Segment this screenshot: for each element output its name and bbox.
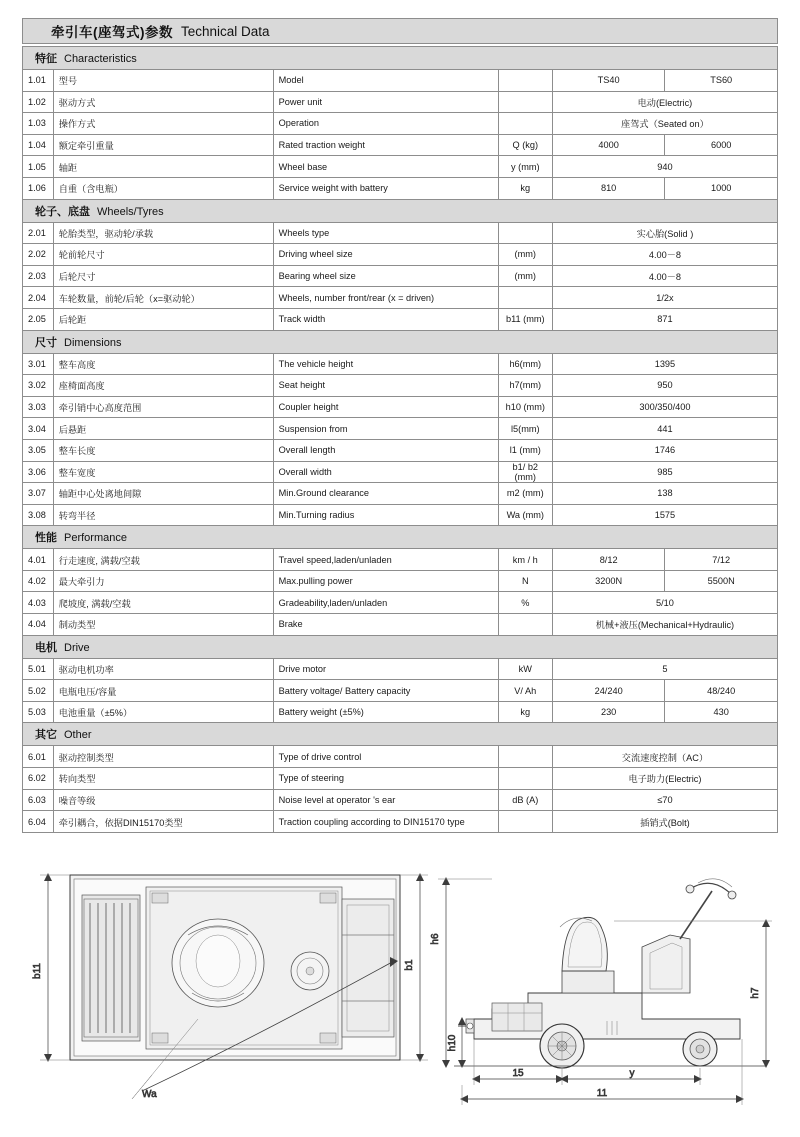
row-value-shared: ≤70 [552, 789, 777, 811]
table-row [23, 811, 778, 833]
row-label-en: Min.Ground clearance [273, 483, 498, 505]
row-unit [498, 746, 552, 768]
row-label-en: Power unit [273, 91, 498, 113]
dimension-label-l1: 11 [596, 1087, 608, 1099]
dimension-label-h10: h10 [447, 1034, 458, 1052]
row-label-en: Brake [273, 614, 498, 636]
row-label-en: Coupler height [273, 396, 498, 418]
row-label-cn: 轮前轮尺寸 [53, 244, 273, 266]
drawings-svg [22, 843, 778, 1115]
row-value-shared: 871 [552, 308, 777, 330]
row-label-cn: 后悬距 [53, 418, 273, 440]
row-label-cn: 驱动控制类型 [53, 746, 273, 768]
row-label-cn: 驱动电机功率 [53, 658, 273, 680]
row-label-cn: 最大牵引力 [53, 570, 273, 592]
row-no: 6.01 [23, 746, 54, 768]
row-no: 3.08 [23, 504, 54, 526]
row-value-shared: 138 [552, 483, 777, 505]
row-label-cn: 电池重量（±5%） [53, 701, 273, 723]
row-unit [498, 614, 552, 636]
row-value-shared: 电子助力(Electric) [552, 768, 777, 790]
row-value-shared: 1575 [552, 504, 777, 526]
row-label-cn: 噪音等级 [53, 789, 273, 811]
section-header-other [23, 723, 778, 746]
table-row [23, 375, 778, 397]
row-value-ts60: 48/240 [665, 680, 778, 702]
row-no: 5.01 [23, 658, 54, 680]
row-unit: y (mm) [498, 156, 552, 178]
row-no: 1.04 [23, 134, 54, 156]
dimension-label-y: y [629, 1067, 635, 1079]
page-title-en: Technical Data [181, 23, 270, 39]
row-unit: kW [498, 658, 552, 680]
row-value-shared: 985 [552, 461, 777, 483]
row-no: 3.06 [23, 461, 54, 483]
row-label-en: Driving wheel size [273, 244, 498, 266]
row-label-cn: 行走速度, 满载/空载 [53, 549, 273, 571]
page-title-bar [22, 18, 778, 44]
table-row [23, 680, 778, 702]
table-row [23, 461, 778, 483]
row-no: 6.03 [23, 789, 54, 811]
row-label-cn: 自重（含电瓶） [53, 177, 273, 199]
row-value-shared: 950 [552, 375, 777, 397]
table-row [23, 592, 778, 614]
row-unit: kg [498, 177, 552, 199]
section-title-cn: 轮子、底盘 [35, 205, 90, 218]
dimension-label-b11: b11 [32, 962, 43, 979]
row-no: 2.05 [23, 308, 54, 330]
row-value-shared: 1/2x [552, 287, 777, 309]
row-value-shared: 300/350/400 [552, 396, 777, 418]
row-value-ts60: 6000 [665, 134, 778, 156]
table-row [23, 287, 778, 309]
section-header-cell [23, 526, 778, 549]
row-label-cn: 爬坡度, 满载/空载 [53, 592, 273, 614]
dimension-label-l5: 15 [512, 1067, 524, 1079]
row-no: 2.04 [23, 287, 54, 309]
row-unit [498, 91, 552, 113]
row-unit: m2 (mm) [498, 483, 552, 505]
row-unit: (mm) [498, 265, 552, 287]
section-title-en: Wheels/Tyres [97, 205, 164, 218]
row-unit: h10 (mm) [498, 396, 552, 418]
row-label-en: Battery weight (±5%) [273, 701, 498, 723]
row-label-cn: 牵引耦合，依据DIN15170类型 [53, 811, 273, 833]
table-row [23, 156, 778, 178]
section-header-cell [23, 47, 778, 70]
table-row [23, 504, 778, 526]
row-label-en: Traction coupling according to DIN15170 type [273, 811, 498, 833]
table-row [23, 177, 778, 199]
row-label-cn: 轴距中心处离地间隙 [53, 483, 273, 505]
section-header-dimensions [23, 330, 778, 353]
row-label-en: Battery voltage/ Battery capacity [273, 680, 498, 702]
row-no: 4.03 [23, 592, 54, 614]
row-no: 1.05 [23, 156, 54, 178]
side-view-drawing [430, 877, 772, 1105]
row-unit [498, 70, 552, 92]
row-value-shared: 5 [552, 658, 777, 680]
row-no: 3.02 [23, 375, 54, 397]
row-value-shared: 1395 [552, 353, 777, 375]
technical-drawings [22, 843, 778, 1118]
table-row [23, 222, 778, 244]
section-header-characteristics [23, 47, 778, 70]
row-label-en: Rated traction weight [273, 134, 498, 156]
table-row [23, 396, 778, 418]
row-no: 3.04 [23, 418, 54, 440]
row-value-ts40: TS40 [552, 70, 665, 92]
row-label-cn: 整车宽度 [53, 461, 273, 483]
row-value-ts60: 5500N [665, 570, 778, 592]
row-no: 5.03 [23, 701, 54, 723]
row-no: 1.01 [23, 70, 54, 92]
row-value-shared: 1746 [552, 439, 777, 461]
table-row [23, 549, 778, 571]
row-value-shared: 机械+液压(Mechanical+Hydraulic) [552, 614, 777, 636]
row-label-cn: 转弯半径 [53, 504, 273, 526]
row-value-ts40: 810 [552, 177, 665, 199]
row-label-cn: 额定牵引重量 [53, 134, 273, 156]
row-value-ts60: 430 [665, 701, 778, 723]
row-unit: b11 (mm) [498, 308, 552, 330]
row-label-cn: 操作方式 [53, 113, 273, 135]
row-unit: h7(mm) [498, 375, 552, 397]
section-title-cn: 性能 [35, 532, 57, 545]
row-label-cn: 轴距 [53, 156, 273, 178]
section-header-cell [23, 330, 778, 353]
row-value-shared: 4.00－8 [552, 265, 777, 287]
table-row [23, 70, 778, 92]
section-header-wheels-tyres [23, 199, 778, 222]
row-label-cn: 制动类型 [53, 614, 273, 636]
section-title-cn: 尺寸 [35, 336, 57, 349]
row-no: 2.03 [23, 265, 54, 287]
table-row [23, 570, 778, 592]
technical-data-table [22, 46, 778, 833]
row-no: 3.07 [23, 483, 54, 505]
row-no: 4.04 [23, 614, 54, 636]
row-label-cn: 轮胎类型，驱动轮/承载 [53, 222, 273, 244]
row-label-en: Wheels, number front/rear (x = driven) [273, 287, 498, 309]
row-label-en: Noise level at operator 's ear [273, 789, 498, 811]
table-row [23, 768, 778, 790]
table-row [23, 418, 778, 440]
top-view-drawing [32, 873, 428, 1100]
table-row [23, 134, 778, 156]
section-header-cell [23, 635, 778, 658]
row-unit: (mm) [498, 244, 552, 266]
row-no: 5.02 [23, 680, 54, 702]
row-label-en: Max.pulling power [273, 570, 498, 592]
row-unit [498, 113, 552, 135]
section-title-en: Performance [64, 532, 127, 545]
page-title-cn: 牵引车(座驾式)参数 [51, 25, 173, 40]
row-label-en: Track width [273, 308, 498, 330]
row-label-en: Overall width [273, 461, 498, 483]
row-label-cn: 后轮距 [53, 308, 273, 330]
row-label-cn: 整车长度 [53, 439, 273, 461]
table-row [23, 265, 778, 287]
row-value-shared: 实心胎(Solid ) [552, 222, 777, 244]
row-value-ts60: 7/12 [665, 549, 778, 571]
row-value-shared: 电动(Electric) [552, 91, 777, 113]
row-value-ts40: 24/240 [552, 680, 665, 702]
table-body [23, 47, 778, 833]
row-value-ts40: 8/12 [552, 549, 665, 571]
row-value-shared: 交流速度控制（AC） [552, 746, 777, 768]
row-unit [498, 222, 552, 244]
table-row [23, 244, 778, 266]
table-row [23, 439, 778, 461]
table-row [23, 483, 778, 505]
row-unit: dB (A) [498, 789, 552, 811]
row-label-en: Bearing wheel size [273, 265, 498, 287]
row-value-ts40: 3200N [552, 570, 665, 592]
row-unit: l5(mm) [498, 418, 552, 440]
table-row [23, 308, 778, 330]
row-no: 2.02 [23, 244, 54, 266]
row-no: 1.06 [23, 177, 54, 199]
row-label-en: Seat height [273, 375, 498, 397]
table-row [23, 658, 778, 680]
row-unit: kg [498, 701, 552, 723]
row-unit: km / h [498, 549, 552, 571]
row-label-cn: 后轮尺寸 [53, 265, 273, 287]
section-header-performance [23, 526, 778, 549]
row-value-shared: 5/10 [552, 592, 777, 614]
row-label-en: Wheels type [273, 222, 498, 244]
row-label-en: Overall length [273, 439, 498, 461]
row-unit: Q (kg) [498, 134, 552, 156]
row-value-ts60: TS60 [665, 70, 778, 92]
dimension-label-wa: Wa [142, 1088, 157, 1100]
table-row [23, 701, 778, 723]
section-header-cell [23, 199, 778, 222]
row-unit: N [498, 570, 552, 592]
row-unit: l1 (mm) [498, 439, 552, 461]
row-no: 6.02 [23, 768, 54, 790]
row-unit [498, 768, 552, 790]
row-label-cn: 型号 [53, 70, 273, 92]
row-label-cn: 驱动方式 [53, 91, 273, 113]
row-label-en: Travel speed,laden/unladen [273, 549, 498, 571]
dimension-label-h7: h7 [750, 987, 761, 999]
row-no: 1.03 [23, 113, 54, 135]
row-unit: h6(mm) [498, 353, 552, 375]
row-label-en: Model [273, 70, 498, 92]
dimension-label-h6: h6 [430, 933, 441, 945]
row-value-shared: 441 [552, 418, 777, 440]
row-no: 6.04 [23, 811, 54, 833]
row-no: 4.02 [23, 570, 54, 592]
row-value-shared: 插销式(Bolt) [552, 811, 777, 833]
row-label-en: Service weight with battery [273, 177, 498, 199]
row-value-shared: 4.00－8 [552, 244, 777, 266]
row-label-en: Type of steering [273, 768, 498, 790]
section-title-cn: 其它 [35, 729, 57, 742]
row-value-ts40: 4000 [552, 134, 665, 156]
row-no: 3.05 [23, 439, 54, 461]
row-label-en: Suspension from [273, 418, 498, 440]
row-no: 3.03 [23, 396, 54, 418]
section-title-en: Characteristics [64, 53, 137, 65]
section-title-en: Drive [64, 641, 90, 654]
row-unit: Wa (mm) [498, 504, 552, 526]
row-unit [498, 811, 552, 833]
row-value-shared: 座驾式（Seated on） [552, 113, 777, 135]
section-title-cn: 特征 [35, 53, 57, 65]
section-title-en: Dimensions [64, 336, 122, 349]
row-label-cn: 转向类型 [53, 768, 273, 790]
row-value-ts60: 1000 [665, 177, 778, 199]
row-label-en: Type of drive control [273, 746, 498, 768]
row-label-en: The vehicle height [273, 353, 498, 375]
row-no: 1.02 [23, 91, 54, 113]
row-label-cn: 牵引销中心高度范围 [53, 396, 273, 418]
table-row [23, 91, 778, 113]
row-unit: b1/ b2 (mm) [498, 461, 552, 483]
table-row [23, 789, 778, 811]
row-unit [498, 287, 552, 309]
row-label-cn: 电瓶电压/容量 [53, 680, 273, 702]
row-unit: % [498, 592, 552, 614]
row-label-en: Gradeability,laden/unladen [273, 592, 498, 614]
row-no: 3.01 [23, 353, 54, 375]
section-header-drive [23, 635, 778, 658]
row-no: 4.01 [23, 549, 54, 571]
table-row [23, 614, 778, 636]
row-label-en: Drive motor [273, 658, 498, 680]
row-label-cn: 车轮数量，前轮/后轮（x=驱动轮） [53, 287, 273, 309]
table-row [23, 353, 778, 375]
dimension-label-b1: b1 [404, 959, 415, 971]
row-no: 2.01 [23, 222, 54, 244]
section-title-cn: 电机 [35, 641, 57, 654]
row-label-en: Min.Turning radius [273, 504, 498, 526]
row-label-cn: 座椅面高度 [53, 375, 273, 397]
row-value-shared: 940 [552, 156, 777, 178]
section-header-cell [23, 723, 778, 746]
table-row [23, 113, 778, 135]
row-label-cn: 整车高度 [53, 353, 273, 375]
row-label-en: Operation [273, 113, 498, 135]
section-title-en: Other [64, 729, 92, 742]
row-label-en: Wheel base [273, 156, 498, 178]
row-value-ts40: 230 [552, 701, 665, 723]
row-unit: V/ Ah [498, 680, 552, 702]
table-row [23, 746, 778, 768]
